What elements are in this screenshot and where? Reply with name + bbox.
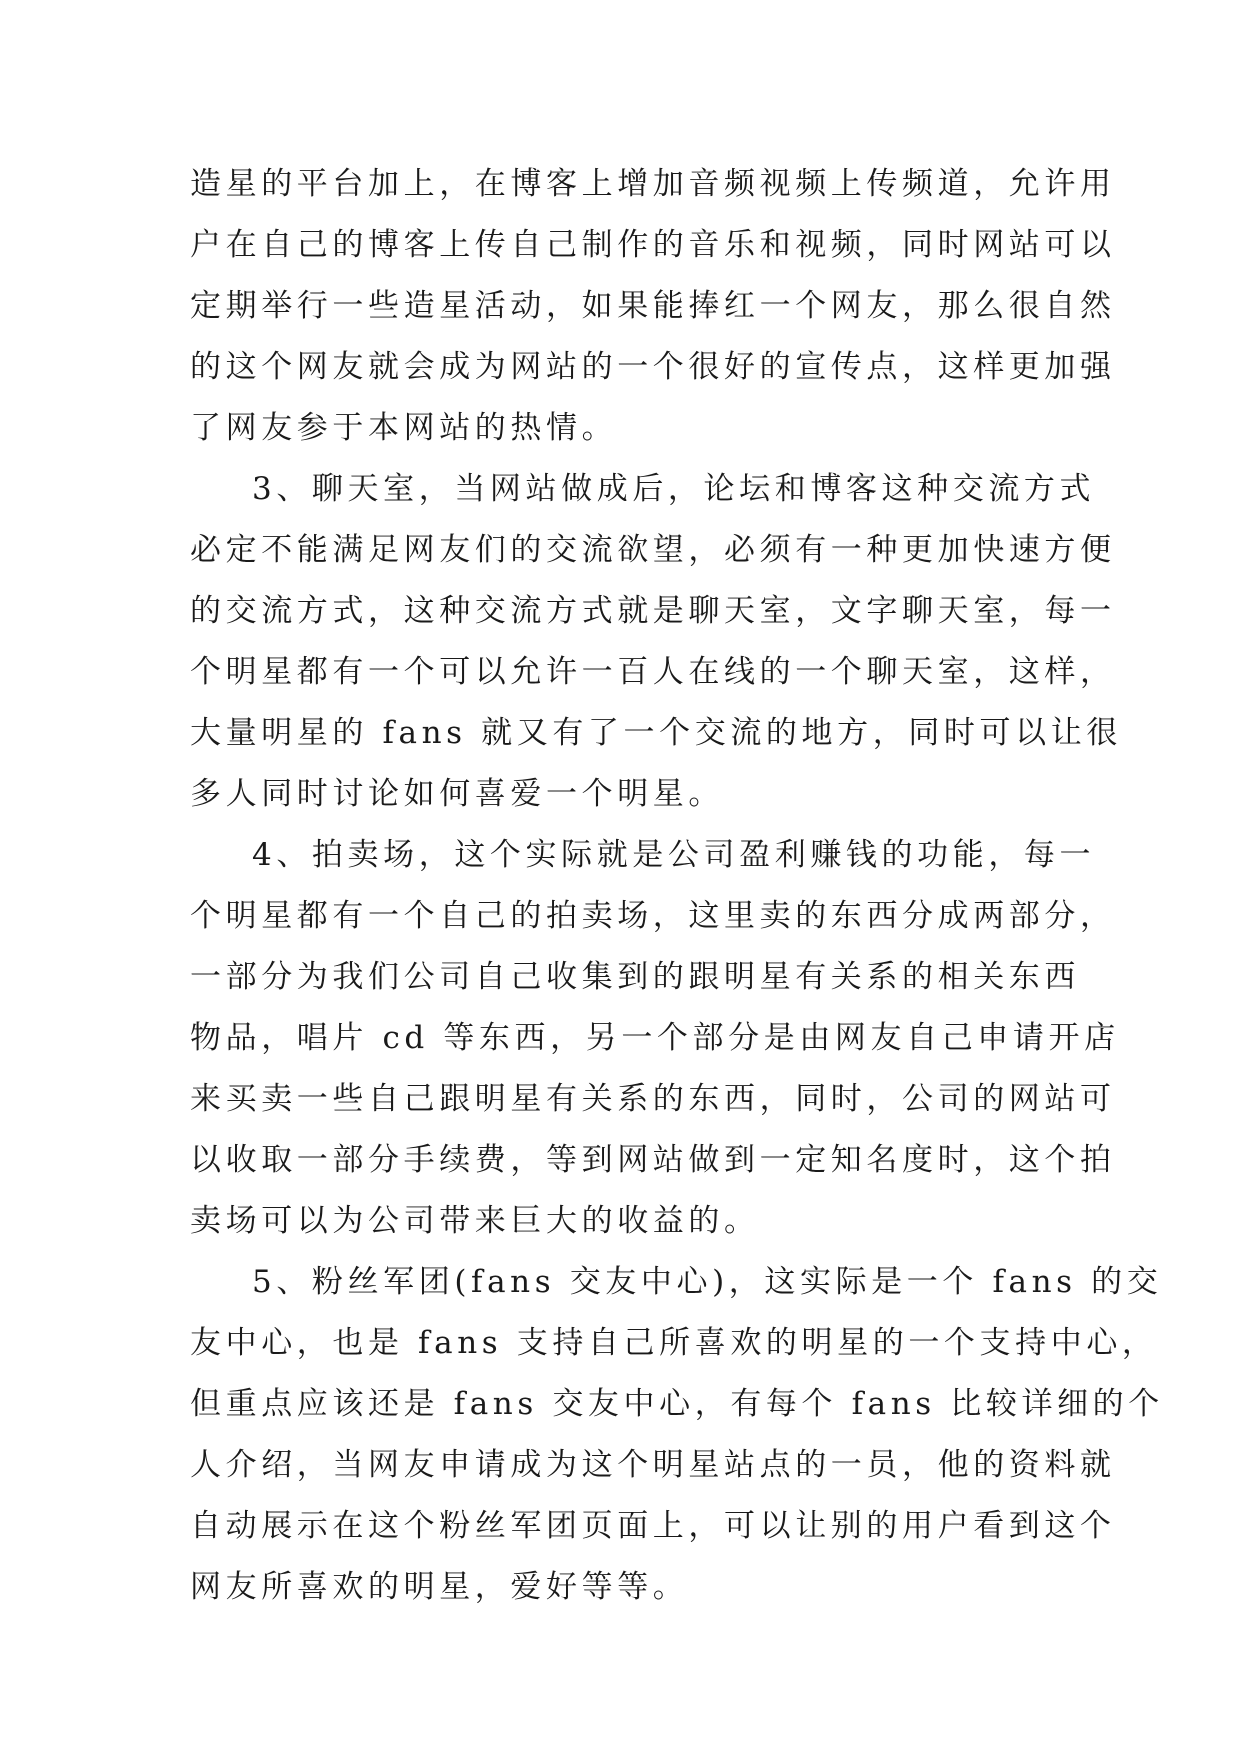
text-line: 网友所喜欢的明星，爱好等等。 bbox=[190, 1569, 689, 1605]
text-line: 造星的平台加上，在博客上增加音频视频上传频道，允许用 bbox=[190, 166, 1116, 202]
text-line: 的这个网友就会成为网站的一个很好的宣传点，这样更加强 bbox=[190, 349, 1116, 385]
text-line: 以收取一部分手续费，等到网站做到一定知名度时，这个拍 bbox=[190, 1142, 1116, 1178]
text-line: 但重点应该还是 fans 交友中心，有每个 fans 比较详细的个 bbox=[190, 1386, 1164, 1422]
text-line: 友中心，也是 fans 支持自己所喜欢的明星的一个支持中心， bbox=[190, 1325, 1158, 1361]
text-line: 来买卖一些自己跟明星有关系的东西，同时，公司的网站可 bbox=[190, 1081, 1116, 1117]
text-line: 多人同时讨论如何喜爱一个明星。 bbox=[190, 776, 724, 812]
body-text bbox=[190, 154, 1164, 1618]
text-line: 必定不能满足网友们的交流欲望，必须有一种更加快速方便 bbox=[190, 532, 1116, 568]
text-line: 一部分为我们公司自己收集到的跟明星有关系的相关东西 bbox=[190, 959, 1080, 995]
text-line: 物品，唱片 cd 等东西，另一个部分是由网友自己申请开店 bbox=[190, 1020, 1120, 1056]
text-line: 户在自己的博客上传自己制作的音乐和视频，同时网站可以 bbox=[190, 227, 1116, 263]
text-line: 个明星都有一个可以允许一百人在线的一个聊天室，这样， bbox=[190, 654, 1116, 690]
text-line: 大量明星的 fans 就又有了一个交流的地方，同时可以让很 bbox=[190, 715, 1122, 751]
paragraph-3-first-line: 3、聊天室，当网站做成后，论坛和博客这种交流方式 bbox=[252, 471, 1096, 507]
text-line: 了网友参于本网站的热情。 bbox=[190, 410, 618, 446]
text-line: 的交流方式，这种交流方式就是聊天室，文字聊天室，每一 bbox=[190, 593, 1116, 629]
paragraph-4-first-line: 4、拍卖场，这个实际就是公司盈利赚钱的功能，每一 bbox=[252, 837, 1096, 873]
text-line: 人介绍，当网友申请成为这个明星站点的一员，他的资料就 bbox=[190, 1447, 1116, 1483]
text-line: 定期举行一些造星活动，如果能捧红一个网友，那么很自然 bbox=[190, 288, 1116, 324]
text-line: 卖场可以为公司带来巨大的收益的。 bbox=[190, 1203, 760, 1239]
text-line: 个明星都有一个自己的拍卖场，这里卖的东西分成两部分， bbox=[190, 898, 1116, 934]
text-line: 自动展示在这个粉丝军团页面上，可以让别的用户看到这个 bbox=[190, 1508, 1116, 1544]
paragraph-5-first-line: 5、粉丝军团(fans 交友中心)，这实际是一个 fans 的交 bbox=[252, 1264, 1163, 1300]
